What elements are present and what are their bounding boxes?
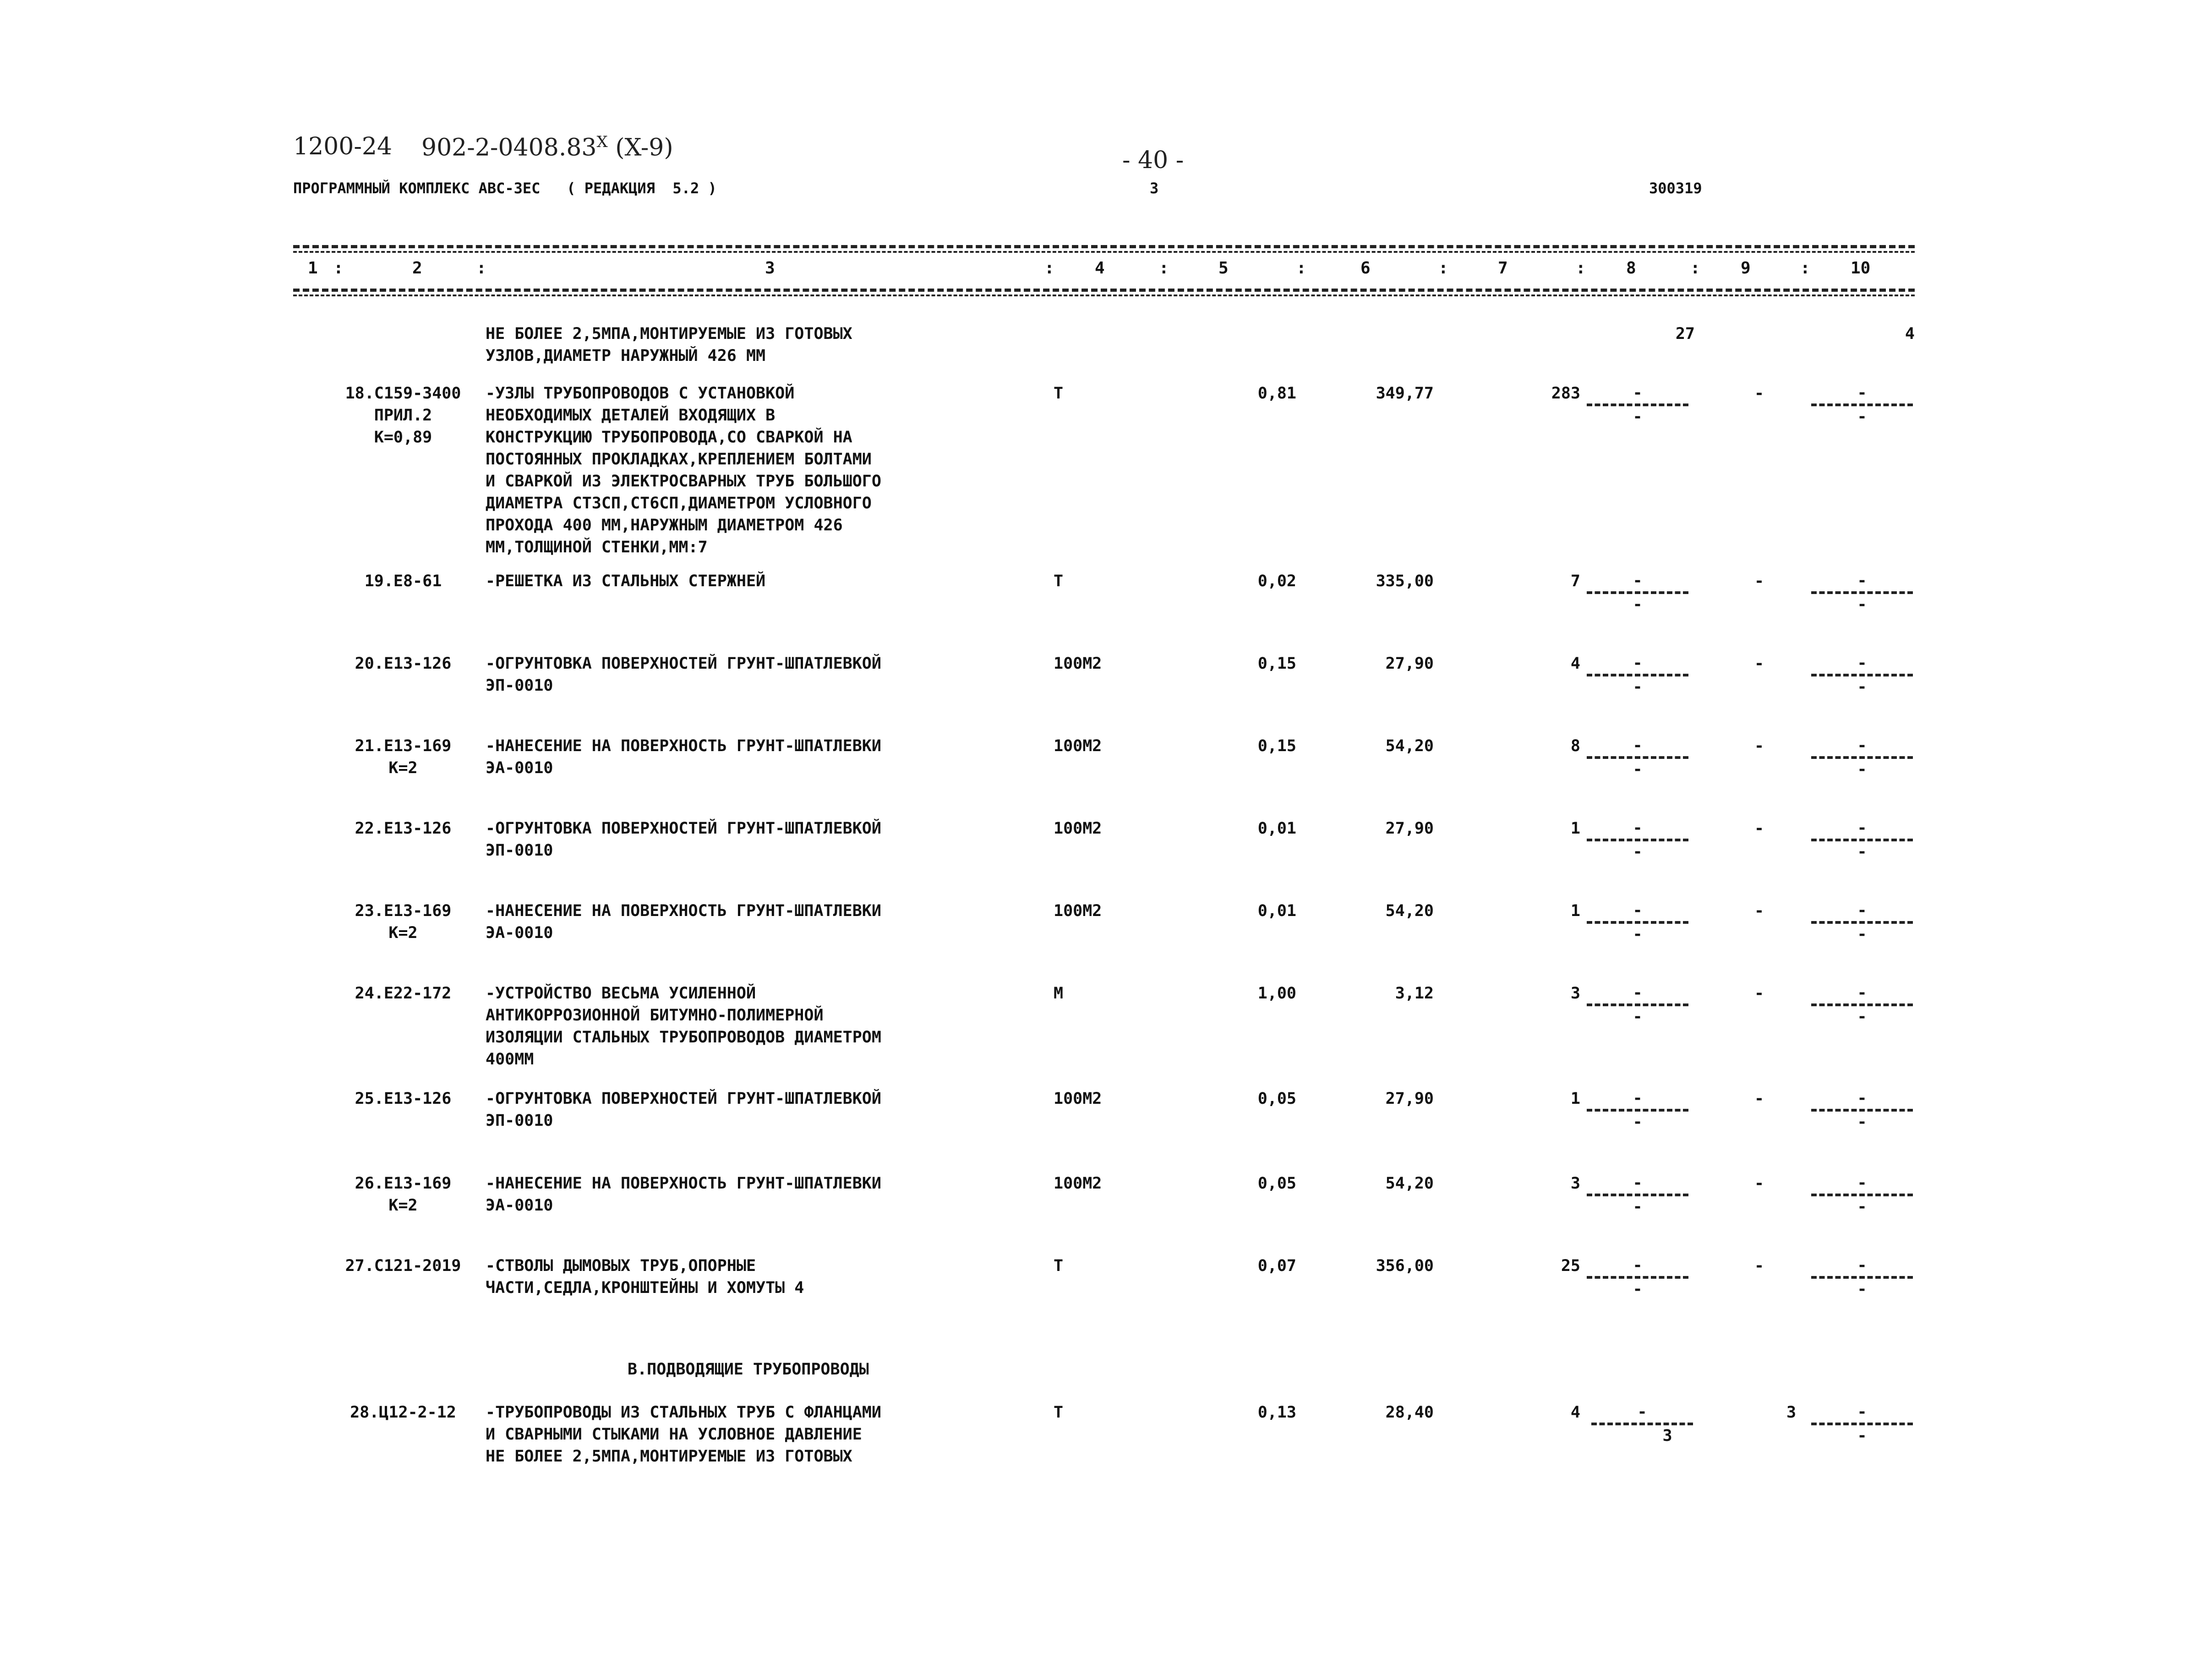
row-quantity: 0,05 xyxy=(1257,1090,1296,1108)
continuation-description: НЕ БОЛЕЕ 2,5МПА,МОНТИРУЕМЫЕ ИЗ ГОТОВЫХ УЗЛОВ,ДИАМЕТР НАРУЖНЫЙ 426 ММ xyxy=(486,325,852,365)
row-col-8-bottom: - xyxy=(1633,843,1643,861)
col-4-header: 4 xyxy=(1095,259,1105,278)
row-col-8-bottom: - xyxy=(1633,678,1643,696)
row-col-10-bottom: - xyxy=(1857,595,1867,614)
row-total: 25 xyxy=(1561,1257,1580,1275)
col-sep: : xyxy=(476,259,486,278)
col-7-header: 7 xyxy=(1498,259,1508,278)
row-description: -УЗЛЫ ТРУБОПРОВОДОВ С УСТАНОВКОЙ НЕОБХОДИМЫХ ДЕТАЛЕЙ ВХОДЯЩИХ В КОНСТРУКЦИЮ ТРУБОПРОВОДА,СО СВАРКОЙ НА ПОСТОЯННЫХ ПРОКЛАДКАХ,КРЕПЛЕНИЕМ БОЛТАМИ И СВАРКОЙ ИЗ ЭЛЕКТРОСВАРНЫХ ТРУБ БОЛЬШОГО ДИАМЕТРА СТ3СП,СТ6СП,ДИАМЕТРОМ УСЛОВНОГО ПРОХОДА 400 ММ,НАРУЖНЫМ ДИАМЕТРОМ 426 ММ,ТОЛЩИНОЙ СТЕНКИ,ММ:7 xyxy=(486,384,881,556)
row-total: 4 xyxy=(1570,654,1580,673)
row-col-8 xyxy=(1585,1255,1690,1300)
row-col-8 xyxy=(1585,1172,1690,1217)
continuation-col-10: 4 xyxy=(1905,325,1915,343)
row-col-8-bottom: 3 xyxy=(1662,1427,1672,1445)
row-col-8-top: - xyxy=(1633,572,1643,590)
row-col-9: - xyxy=(1754,572,1764,590)
doc-code-2-sup: X xyxy=(596,133,608,151)
row-col-8 xyxy=(1585,900,1690,945)
row-unit-price: 335,00 xyxy=(1376,572,1434,590)
row-quantity: 0,01 xyxy=(1257,902,1296,920)
row-code: 27.С121-2019 xyxy=(345,1257,461,1275)
row-col-10-bottom: - xyxy=(1857,1198,1867,1216)
row-unit: 100М2 xyxy=(1054,654,1102,673)
col-3-header: 3 xyxy=(765,259,775,278)
row-col-10-top: - xyxy=(1857,1174,1867,1192)
row-col-10 xyxy=(1809,735,1915,780)
row-unit-price: 54,20 xyxy=(1385,902,1434,920)
row-col-8 xyxy=(1585,818,1690,862)
col-sep: : xyxy=(333,259,344,278)
row-unit-price: 349,77 xyxy=(1376,384,1434,403)
row-description: -ОГРУНТОВКА ПОВЕРХНОСТЕЙ ГРУНТ-ШПАТЛЕВКОЙ ЭП-0010 xyxy=(486,1090,881,1130)
row-code: 19.Е8-61 xyxy=(364,572,442,590)
row-unit: 100М2 xyxy=(1054,737,1102,755)
row-col-10-top: - xyxy=(1857,736,1867,755)
row-quantity: 0,02 xyxy=(1257,572,1296,590)
row-col-10-top: - xyxy=(1857,1256,1867,1275)
col-1-header: 1 xyxy=(308,259,318,278)
row-quantity: 0,05 xyxy=(1257,1174,1296,1193)
row-total: 1 xyxy=(1570,819,1580,838)
row-total: 3 xyxy=(1570,1174,1580,1193)
row-total: 8 xyxy=(1570,737,1580,755)
row-col-10-bottom: - xyxy=(1857,408,1867,426)
header-rule-top-2 xyxy=(293,251,1915,253)
row-description: -СТВОЛЫ ДЫМОВЫХ ТРУБ,ОПОРНЫЕ ЧАСТИ,СЕДЛА,КРОНШТЕЙНЫ И ХОМУТЫ 4 xyxy=(486,1257,804,1297)
row-col-8-bottom: - xyxy=(1633,1280,1643,1298)
col-sep: : xyxy=(1296,259,1306,278)
row-unit-price: 54,20 xyxy=(1385,1174,1434,1193)
row-col-9: - xyxy=(1754,902,1764,920)
col-6-header: 6 xyxy=(1360,259,1371,278)
row-col-8-top: - xyxy=(1633,384,1643,402)
row-col-10 xyxy=(1809,382,1915,427)
row-quantity: 0,07 xyxy=(1257,1257,1296,1275)
row-col-8-bottom: - xyxy=(1633,1008,1643,1026)
doc-code-2 xyxy=(421,133,673,161)
row-col-10-bottom: - xyxy=(1857,760,1867,779)
row-col-9: - xyxy=(1754,654,1764,673)
row-col-8 xyxy=(1585,382,1690,427)
row-col-10 xyxy=(1809,982,1915,1027)
row-description: -ОГРУНТОВКА ПОВЕРХНОСТЕЙ ГРУНТ-ШПАТЛЕВКОЙ ЭП-0010 xyxy=(486,654,881,695)
row-col-10 xyxy=(1809,653,1915,698)
row-col-8-bottom: - xyxy=(1633,408,1643,426)
doc-code-2-suffix: (X-9) xyxy=(615,134,673,162)
row-quantity: 1,00 xyxy=(1257,984,1296,1003)
row-col-8 xyxy=(1589,1401,1695,1446)
row-col-8-top: - xyxy=(1633,654,1643,672)
row-col-8-top: - xyxy=(1633,1174,1643,1192)
col-10-header: 10 xyxy=(1851,259,1871,278)
row-unit-price: 3,12 xyxy=(1395,984,1434,1003)
row-unit-price: 27,90 xyxy=(1385,654,1434,673)
row-col-10-top: - xyxy=(1857,572,1867,590)
row-code: 28.Ц12-2-12 xyxy=(350,1403,456,1422)
row-col-8-bottom: - xyxy=(1633,595,1643,614)
row-unit: М xyxy=(1054,984,1064,1003)
row-description: -РЕШЕТКА ИЗ СТАЛЬНЫХ СТЕРЖНЕЙ xyxy=(486,572,766,590)
row-quantity: 0,81 xyxy=(1257,384,1296,403)
row-col-8 xyxy=(1585,570,1690,615)
row-unit: Т xyxy=(1054,384,1064,403)
row-unit: 100М2 xyxy=(1054,1090,1102,1108)
row-total: 7 xyxy=(1570,572,1580,590)
row-col-10 xyxy=(1809,900,1915,945)
row-col-9: - xyxy=(1754,737,1764,755)
row-unit: 100М2 xyxy=(1054,1174,1102,1193)
row-col-10-bottom: - xyxy=(1857,925,1867,943)
col-sep: : xyxy=(1690,259,1700,278)
row-col-8-top: - xyxy=(1633,984,1643,1002)
row-code: 18.С159-3400 ПРИЛ.2 К=0,89 xyxy=(345,384,461,447)
row-col-8 xyxy=(1585,653,1690,698)
row-col-10-top: - xyxy=(1857,901,1867,920)
row-quantity: 0,13 xyxy=(1257,1403,1296,1422)
row-code: 21.Е13-169 К=2 xyxy=(355,737,452,777)
row-col-10-top: - xyxy=(1857,654,1867,672)
row-col-10 xyxy=(1809,1172,1915,1217)
row-unit-price: 54,20 xyxy=(1385,737,1434,755)
row-total: 283 xyxy=(1551,384,1580,403)
row-col-9: - xyxy=(1754,819,1764,838)
col-sep: : xyxy=(1159,259,1169,278)
row-col-8 xyxy=(1585,1088,1690,1133)
row-quantity: 0,15 xyxy=(1257,737,1296,755)
row-code: 23.Е13-169 К=2 xyxy=(355,902,452,942)
row-col-8 xyxy=(1585,735,1690,780)
doc-code-2-main: 902-2-0408.83 xyxy=(421,134,597,162)
row-total: 1 xyxy=(1570,1090,1580,1108)
col-2-header: 2 xyxy=(412,259,422,278)
row-col-9: 3 xyxy=(1786,1403,1797,1422)
row-col-10-bottom: - xyxy=(1857,1008,1867,1026)
col-sep: : xyxy=(1044,259,1054,278)
row-col-8-top: - xyxy=(1633,1256,1643,1275)
continuation-col-8: 27 xyxy=(1675,325,1695,343)
col-sep: : xyxy=(1438,259,1448,278)
row-col-8 xyxy=(1585,982,1690,1027)
row-code: 24.Е22-172 xyxy=(355,984,452,1003)
section-title: В.ПОДВОДЯЩИЕ ТРУБОПРОВОДЫ xyxy=(628,1360,869,1379)
row-col-10 xyxy=(1809,818,1915,862)
row-col-8-top: - xyxy=(1633,1089,1643,1107)
row-unit: Т xyxy=(1054,1257,1064,1275)
row-col-10 xyxy=(1809,570,1915,615)
row-description: -ТРУБОПРОВОДЫ ИЗ СТАЛЬНЫХ ТРУБ С ФЛАНЦАМИ И СВАРНЫМИ СТЫКАМИ НА УСЛОВНОЕ ДАВЛЕНИЕ НЕ БОЛЕЕ 2,5МПА,МОНТИРУЕМЫЕ ИЗ ГОТОВЫХ xyxy=(486,1403,881,1466)
row-col-8-top: - xyxy=(1633,819,1643,837)
row-description: -НАНЕСЕНИЕ НА ПОВЕРХНОСТЬ ГРУНТ-ШПАТЛЕВКИ ЭА-0010 xyxy=(486,902,881,942)
doc-code-1: 1200-24 xyxy=(293,133,393,160)
col-sep: : xyxy=(1576,259,1586,278)
header-rule-bottom-2 xyxy=(293,294,1915,296)
row-unit-price: 27,90 xyxy=(1385,819,1434,838)
row-col-10-bottom: - xyxy=(1857,1113,1867,1131)
doc-id: 300319 xyxy=(1649,180,1702,197)
row-col-10-bottom: - xyxy=(1857,1427,1867,1445)
row-total: 3 xyxy=(1570,984,1580,1003)
row-col-10-bottom: - xyxy=(1857,843,1867,861)
row-col-10-top: - xyxy=(1857,819,1867,837)
row-unit-price: 356,00 xyxy=(1376,1257,1434,1275)
row-unit: Т xyxy=(1054,572,1064,590)
header-rule-top xyxy=(293,245,1915,248)
row-col-10 xyxy=(1809,1088,1915,1133)
row-code: 25.Е13-126 xyxy=(355,1090,452,1108)
row-col-10-top: - xyxy=(1857,1403,1867,1421)
row-col-9: - xyxy=(1754,384,1764,403)
page-number: - 40 - xyxy=(1122,147,1184,174)
row-col-10 xyxy=(1809,1401,1915,1446)
program-line: ПРОГРАММНЫЙ КОМПЛЕКС АВС-ЗЕС ( РЕДАКЦИЯ 5.2 ) xyxy=(293,180,717,197)
row-col-10-top: - xyxy=(1857,384,1867,402)
row-col-8-top: - xyxy=(1633,901,1643,920)
row-unit: 100М2 xyxy=(1054,902,1102,920)
row-description: -ОГРУНТОВКА ПОВЕРХНОСТЕЙ ГРУНТ-ШПАТЛЕВКОЙ ЭП-0010 xyxy=(486,819,881,860)
row-unit-price: 28,40 xyxy=(1385,1403,1434,1422)
row-col-10-top: - xyxy=(1857,1089,1867,1107)
row-col-8-bottom: - xyxy=(1633,1113,1643,1131)
row-description: -НАНЕСЕНИЕ НА ПОВЕРХНОСТЬ ГРУНТ-ШПАТЛЕВКИ ЭА-0010 xyxy=(486,1174,881,1215)
col-sep: : xyxy=(1800,259,1810,278)
row-unit-price: 27,90 xyxy=(1385,1090,1434,1108)
row-quantity: 0,15 xyxy=(1257,654,1296,673)
row-description: -НАНЕСЕНИЕ НА ПОВЕРХНОСТЬ ГРУНТ-ШПАТЛЕВКИ ЭА-0010 xyxy=(486,737,881,777)
row-col-8-bottom: - xyxy=(1633,925,1643,943)
row-col-9: - xyxy=(1754,1174,1764,1193)
row-code: 22.Е13-126 xyxy=(355,819,452,838)
row-col-8-bottom: - xyxy=(1633,760,1643,779)
col-5-header: 5 xyxy=(1218,259,1229,278)
row-col-10-bottom: - xyxy=(1857,1280,1867,1298)
row-quantity: 0,01 xyxy=(1257,819,1296,838)
row-total: 1 xyxy=(1570,902,1580,920)
row-col-10-top: - xyxy=(1857,984,1867,1002)
header-rule-bottom xyxy=(293,289,1915,292)
row-code: 20.Е13-126 xyxy=(355,654,452,673)
row-unit: 100М2 xyxy=(1054,819,1102,838)
row-col-10 xyxy=(1809,1255,1915,1300)
row-col-8-bottom: - xyxy=(1633,1198,1643,1216)
row-col-8-top: - xyxy=(1633,736,1643,755)
row-col-9: - xyxy=(1754,1090,1764,1108)
row-col-10-bottom: - xyxy=(1857,678,1867,696)
row-col-9: - xyxy=(1754,984,1764,1003)
row-col-9: - xyxy=(1754,1257,1764,1275)
row-code: 26.Е13-169 К=2 xyxy=(355,1174,452,1215)
row-col-8-top: - xyxy=(1637,1403,1647,1421)
col-8-header: 8 xyxy=(1626,259,1636,278)
row-unit: Т xyxy=(1054,1403,1064,1422)
row-description: -УСТРОЙСТВО ВЕСЬМА УСИЛЕННОЙ АНТИКОРРОЗИОННОЙ БИТУМНО-ПОЛИМЕРНОЙ ИЗОЛЯЦИИ СТАЛЬНЫХ ТРУБОПРОВОДОВ ДИАМЕТРОМ 400ММ xyxy=(486,984,881,1069)
sheet-number: 3 xyxy=(1150,180,1159,197)
row-total: 4 xyxy=(1570,1403,1580,1422)
col-9-header: 9 xyxy=(1741,259,1751,278)
